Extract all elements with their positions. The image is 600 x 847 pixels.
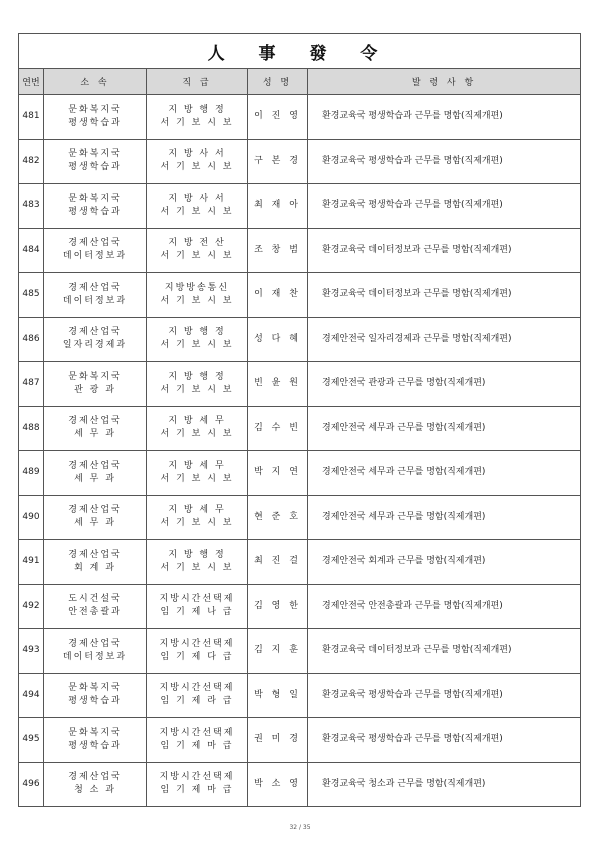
rank-grade: 서 기 보 시 보 bbox=[160, 295, 234, 306]
table-row bbox=[19, 228, 581, 273]
rank-series: 지 방 행 정 bbox=[168, 327, 226, 338]
order-detail: 경제안전국 안전총괄과 근무를 명함(직제개편) bbox=[308, 584, 581, 629]
order-detail: 환경교육국 데이터정보과 근무를 명함(직제개편) bbox=[308, 228, 581, 273]
department-cell bbox=[44, 629, 147, 674]
rank-series: 지방시간선택제 bbox=[159, 727, 235, 738]
row-number: 490 bbox=[19, 495, 44, 540]
row-number: 486 bbox=[19, 317, 44, 362]
table-row bbox=[19, 406, 581, 451]
person-name: 조 창 범 bbox=[248, 228, 308, 273]
rank-grade: 서 기 보 시 보 bbox=[160, 117, 234, 128]
order-detail: 환경교육국 데이터정보과 근무를 명함(직제개편) bbox=[308, 629, 581, 674]
person-name: 이 재 찬 bbox=[248, 273, 308, 318]
department-cell bbox=[44, 451, 147, 496]
department-bureau: 경제산업국 bbox=[68, 282, 122, 293]
department-division: 데이터정보과 bbox=[62, 651, 128, 662]
personnel-order-sheet bbox=[18, 33, 580, 807]
department-cell bbox=[44, 406, 147, 451]
rank-grade: 서 기 보 시 보 bbox=[160, 206, 234, 217]
row-number: 482 bbox=[19, 139, 44, 184]
person-name: 김 수 빈 bbox=[248, 406, 308, 451]
rank-cell bbox=[147, 273, 248, 318]
row-number: 484 bbox=[19, 228, 44, 273]
table-row bbox=[19, 718, 581, 763]
rank-cell bbox=[147, 495, 248, 540]
department-division: 회 계 과 bbox=[74, 562, 116, 573]
table-row bbox=[19, 451, 581, 496]
rank-series: 지 방 세 무 bbox=[168, 505, 226, 516]
department-bureau: 경제산업국 bbox=[68, 638, 122, 649]
header-rank: 직 급 bbox=[147, 69, 248, 95]
department-division: 평생학습과 bbox=[68, 206, 122, 217]
rank-series: 지 방 전 산 bbox=[168, 238, 226, 249]
table-row bbox=[19, 629, 581, 674]
department-bureau: 경제산업국 bbox=[68, 772, 122, 783]
department-bureau: 문화복지국 bbox=[68, 149, 122, 160]
row-number: 494 bbox=[19, 673, 44, 718]
table-row bbox=[19, 540, 581, 585]
row-number: 496 bbox=[19, 762, 44, 807]
rank-cell bbox=[147, 139, 248, 184]
table-row bbox=[19, 673, 581, 718]
rank-cell bbox=[147, 584, 248, 629]
department-bureau: 경제산업국 bbox=[68, 238, 122, 249]
table-row bbox=[19, 762, 581, 807]
order-detail: 환경교육국 평생학습과 근무를 명함(직제개편) bbox=[308, 184, 581, 229]
person-name: 박 지 연 bbox=[248, 451, 308, 496]
order-detail: 환경교육국 평생학습과 근무를 명함(직제개편) bbox=[308, 95, 581, 140]
department-division: 평생학습과 bbox=[68, 117, 122, 128]
order-detail: 환경교육국 평생학습과 근무를 명함(직제개편) bbox=[308, 718, 581, 763]
department-division: 데이터정보과 bbox=[62, 295, 128, 306]
rank-grade: 서 기 보 시 보 bbox=[160, 562, 234, 573]
person-name: 구 본 경 bbox=[248, 139, 308, 184]
person-name: 박 소 영 bbox=[248, 762, 308, 807]
rank-grade: 서 기 보 시 보 bbox=[160, 518, 234, 529]
rank-cell bbox=[147, 362, 248, 407]
page-number: 32 / 35 bbox=[289, 824, 311, 831]
rank-series: 지 방 사 서 bbox=[168, 149, 226, 160]
department-cell bbox=[44, 139, 147, 184]
rank-grade: 임 기 제 마 급 bbox=[160, 740, 234, 751]
department-division: 안전총괄과 bbox=[68, 607, 122, 618]
rank-series: 지방시간선택제 bbox=[159, 638, 235, 649]
rank-series: 지 방 행 정 bbox=[168, 104, 226, 115]
department-bureau: 문화복지국 bbox=[68, 193, 122, 204]
rank-series: 지 방 사 서 bbox=[168, 193, 226, 204]
rank-cell bbox=[147, 451, 248, 496]
order-detail: 경제안전국 회계과 근무를 명함(직제개편) bbox=[308, 540, 581, 585]
department-bureau: 경제산업국 bbox=[68, 327, 122, 338]
department-division: 청 소 과 bbox=[74, 785, 116, 796]
rank-grade: 임 기 제 마 급 bbox=[160, 785, 234, 796]
rank-series: 지 방 세 무 bbox=[168, 416, 226, 427]
order-detail: 경제안전국 관광과 근무를 명함(직제개편) bbox=[308, 362, 581, 407]
person-name: 권 미 경 bbox=[248, 718, 308, 763]
department-cell bbox=[44, 95, 147, 140]
person-name: 빈 윤 원 bbox=[248, 362, 308, 407]
department-bureau: 경제산업국 bbox=[68, 460, 122, 471]
order-detail: 경제안전국 일자리경제과 근무를 명함(직제개편) bbox=[308, 317, 581, 362]
row-number: 492 bbox=[19, 584, 44, 629]
row-number: 487 bbox=[19, 362, 44, 407]
rank-series: 지방시간선택제 bbox=[159, 594, 235, 605]
person-name: 김 영 한 bbox=[248, 584, 308, 629]
rank-cell bbox=[147, 540, 248, 585]
row-number: 488 bbox=[19, 406, 44, 451]
department-division: 평생학습과 bbox=[68, 696, 122, 707]
header-row bbox=[19, 69, 581, 95]
rank-grade: 서 기 보 시 보 bbox=[160, 429, 234, 440]
rank-cell bbox=[147, 228, 248, 273]
department-division: 데이터정보과 bbox=[62, 251, 128, 262]
department-bureau: 경제산업국 bbox=[68, 549, 122, 560]
department-division: 일자리경제과 bbox=[62, 340, 128, 351]
department-bureau: 문화복지국 bbox=[68, 104, 122, 115]
table-row bbox=[19, 95, 581, 140]
rank-grade: 임 기 제 라 급 bbox=[160, 696, 234, 707]
order-detail: 환경교육국 평생학습과 근무를 명함(직제개편) bbox=[308, 673, 581, 718]
order-detail: 경제안전국 세무과 근무를 명함(직제개편) bbox=[308, 495, 581, 540]
rank-cell bbox=[147, 718, 248, 763]
row-number: 493 bbox=[19, 629, 44, 674]
department-cell bbox=[44, 273, 147, 318]
department-division: 세 무 과 bbox=[74, 429, 116, 440]
person-name: 최 진 걸 bbox=[248, 540, 308, 585]
table-row bbox=[19, 273, 581, 318]
order-detail: 환경교육국 평생학습과 근무를 명함(직제개편) bbox=[308, 139, 581, 184]
department-bureau: 문화복지국 bbox=[68, 683, 122, 694]
person-name: 이 진 영 bbox=[248, 95, 308, 140]
department-bureau: 문화복지국 bbox=[68, 371, 122, 382]
rank-series: 지 방 행 정 bbox=[168, 549, 226, 560]
row-number: 485 bbox=[19, 273, 44, 318]
rank-grade: 임 기 제 나 급 bbox=[160, 607, 234, 618]
rank-grade: 임 기 제 다 급 bbox=[160, 651, 234, 662]
order-detail: 환경교육국 데이터정보과 근무를 명함(직제개편) bbox=[308, 273, 581, 318]
table-row bbox=[19, 184, 581, 229]
table-row bbox=[19, 495, 581, 540]
rank-cell bbox=[147, 762, 248, 807]
rank-series: 지방방송통신 bbox=[164, 282, 230, 293]
department-division: 관 광 과 bbox=[74, 384, 116, 395]
department-cell bbox=[44, 495, 147, 540]
department-cell bbox=[44, 673, 147, 718]
row-number: 489 bbox=[19, 451, 44, 496]
person-name: 성 다 혜 bbox=[248, 317, 308, 362]
department-division: 세 무 과 bbox=[74, 518, 116, 529]
header-dept: 소 속 bbox=[44, 69, 147, 95]
rank-grade: 서 기 보 시 보 bbox=[160, 251, 234, 262]
rank-cell bbox=[147, 184, 248, 229]
department-bureau: 경제산업국 bbox=[68, 416, 122, 427]
personnel-order-table bbox=[18, 33, 581, 807]
rank-cell bbox=[147, 95, 248, 140]
rank-series: 지방시간선택제 bbox=[159, 772, 235, 783]
department-cell bbox=[44, 362, 147, 407]
header-order: 발 령 사 항 bbox=[308, 69, 581, 95]
department-cell bbox=[44, 762, 147, 807]
order-detail: 경제안전국 세무과 근무를 명함(직제개편) bbox=[308, 406, 581, 451]
department-cell bbox=[44, 184, 147, 229]
document-title: 人 事 發 令 bbox=[207, 43, 392, 64]
person-name: 최 재 아 bbox=[248, 184, 308, 229]
rank-series: 지 방 세 무 bbox=[168, 460, 226, 471]
title-cell bbox=[19, 34, 581, 69]
department-cell bbox=[44, 317, 147, 362]
rank-cell bbox=[147, 406, 248, 451]
rank-series: 지 방 행 정 bbox=[168, 371, 226, 382]
department-bureau: 도시건설국 bbox=[68, 594, 122, 605]
person-name: 현 준 호 bbox=[248, 495, 308, 540]
table-row bbox=[19, 362, 581, 407]
department-cell bbox=[44, 228, 147, 273]
person-name: 김 지 훈 bbox=[248, 629, 308, 674]
person-name: 박 형 일 bbox=[248, 673, 308, 718]
rank-cell bbox=[147, 673, 248, 718]
row-number: 481 bbox=[19, 95, 44, 140]
rank-cell bbox=[147, 629, 248, 674]
department-cell bbox=[44, 584, 147, 629]
table-row bbox=[19, 584, 581, 629]
row-number: 491 bbox=[19, 540, 44, 585]
header-no: 연번 bbox=[19, 69, 44, 95]
rank-grade: 서 기 보 시 보 bbox=[160, 473, 234, 484]
table-row bbox=[19, 139, 581, 184]
department-bureau: 경제산업국 bbox=[68, 505, 122, 516]
rank-series: 지방시간선택제 bbox=[159, 683, 235, 694]
order-detail: 환경교육국 청소과 근무를 명함(직제개편) bbox=[308, 762, 581, 807]
table-row bbox=[19, 317, 581, 362]
rank-grade: 서 기 보 시 보 bbox=[160, 384, 234, 395]
rank-cell bbox=[147, 317, 248, 362]
rank-grade: 서 기 보 시 보 bbox=[160, 162, 234, 173]
department-bureau: 문화복지국 bbox=[68, 727, 122, 738]
order-detail: 경제안전국 세무과 근무를 명함(직제개편) bbox=[308, 451, 581, 496]
department-cell bbox=[44, 540, 147, 585]
department-division: 평생학습과 bbox=[68, 162, 122, 173]
row-number: 483 bbox=[19, 184, 44, 229]
department-division: 세 무 과 bbox=[74, 473, 116, 484]
department-division: 평생학습과 bbox=[68, 740, 122, 751]
department-cell bbox=[44, 718, 147, 763]
rank-grade: 서 기 보 시 보 bbox=[160, 340, 234, 351]
row-number: 495 bbox=[19, 718, 44, 763]
header-name: 성 명 bbox=[248, 69, 308, 95]
table-body bbox=[19, 95, 581, 807]
